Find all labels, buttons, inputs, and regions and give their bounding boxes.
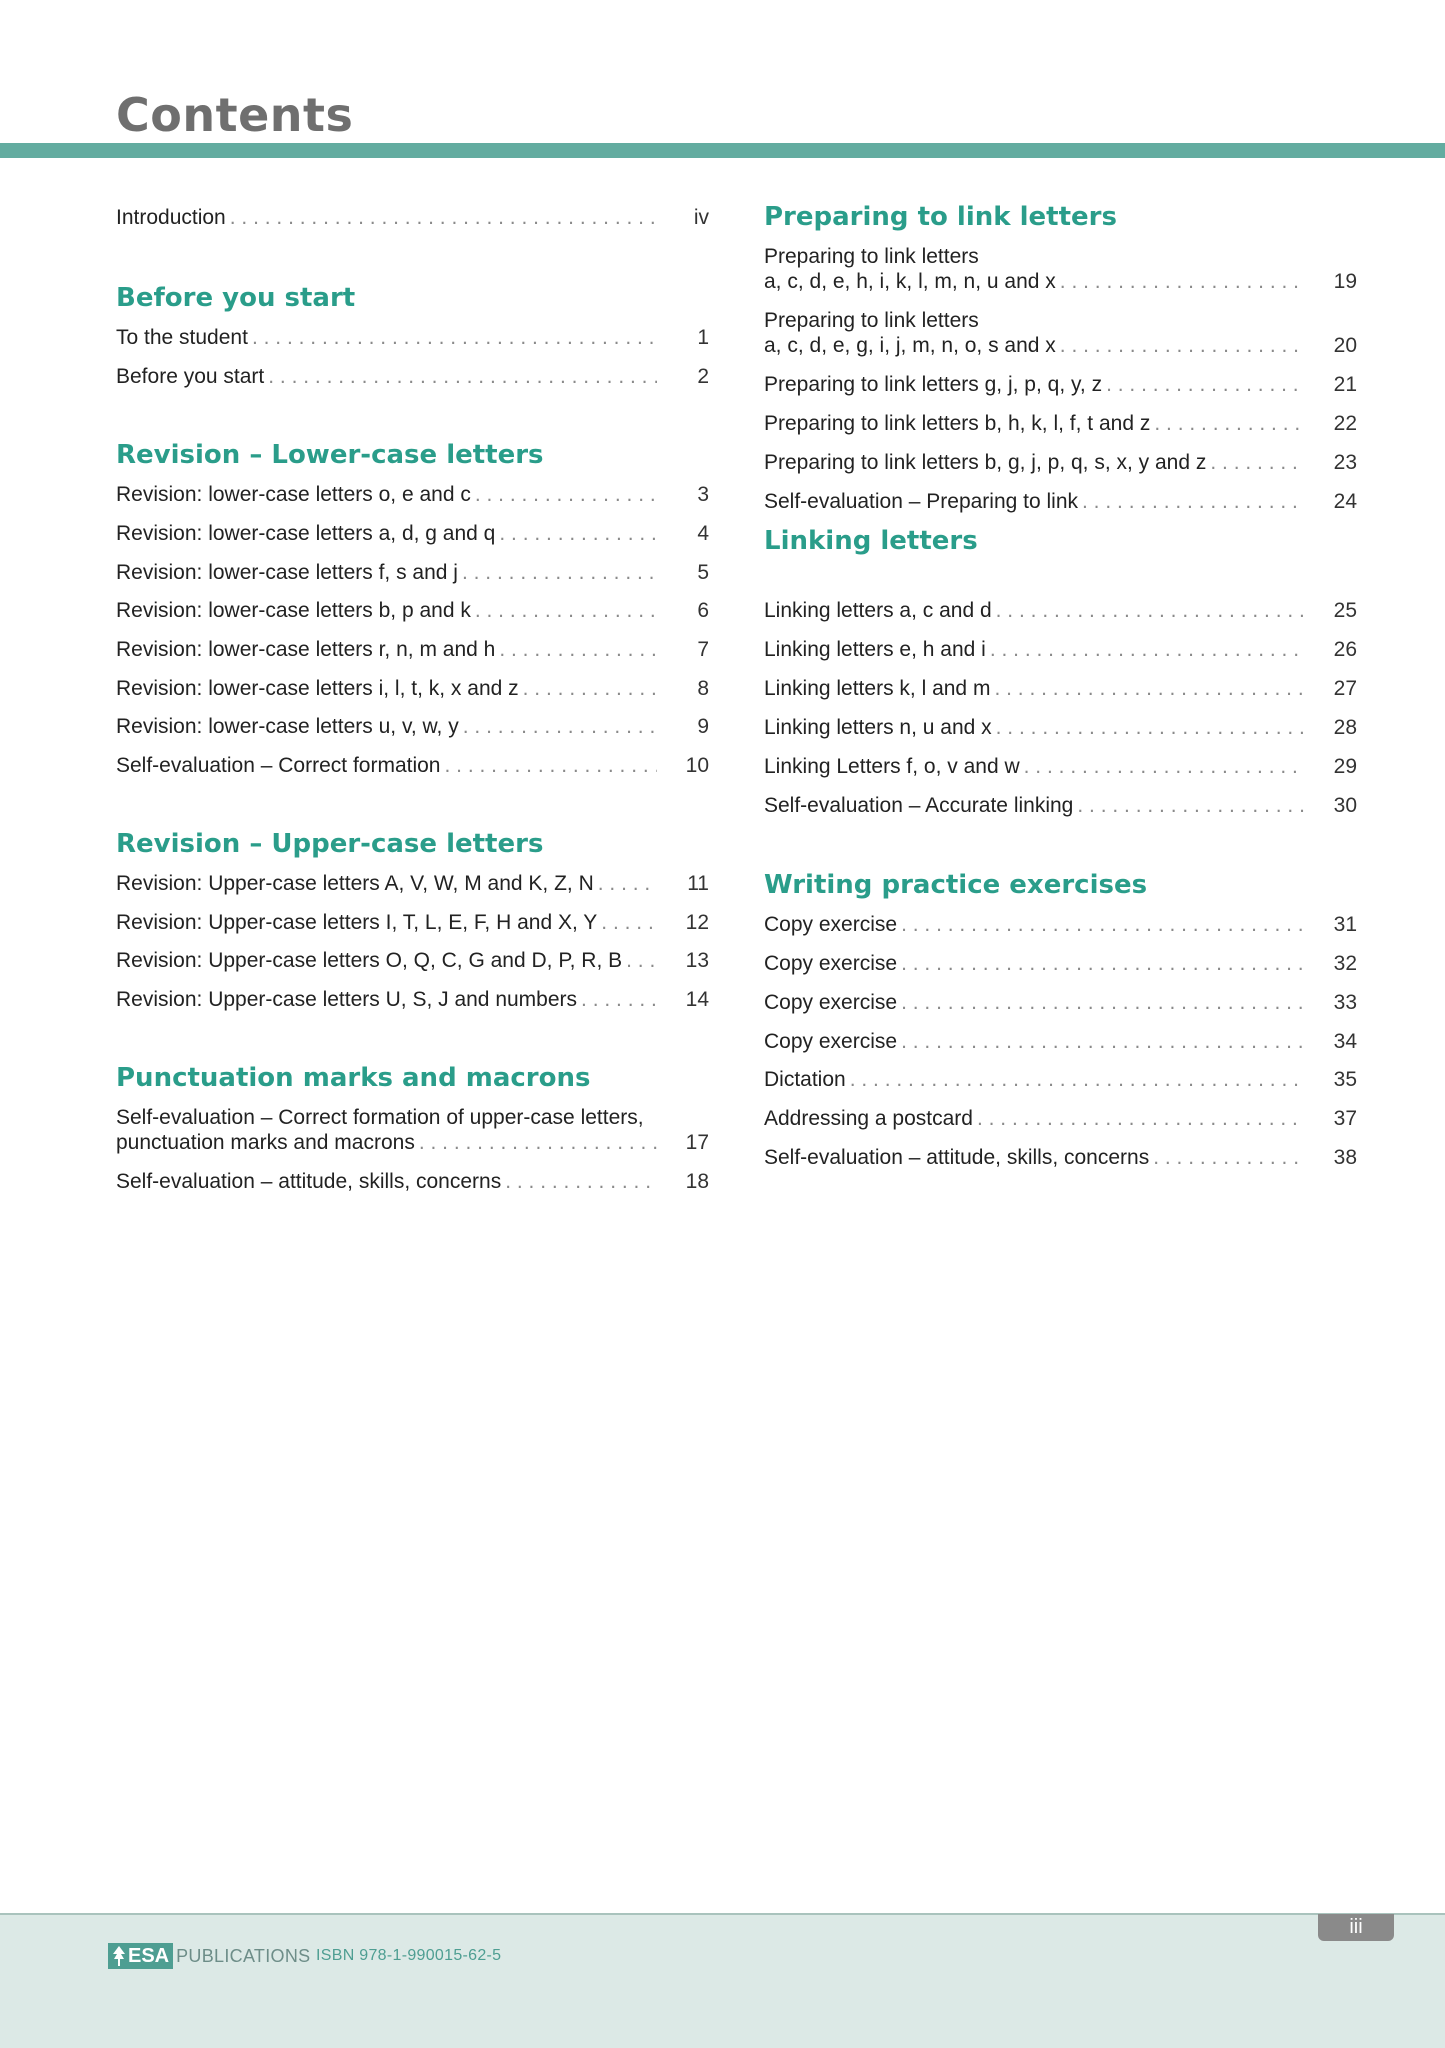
tree-icon [112,1946,126,1966]
toc-entry-page-number: 12 [685,911,709,934]
toc-entry-page-number: 22 [1333,412,1357,435]
section-heading: Revision – Lower-case letters [116,440,544,470]
toc-entry-page-number: 17 [685,1131,709,1154]
toc-entry[interactable] [764,489,1357,514]
toc-entry[interactable] [116,325,709,350]
section-heading: Linking letters [764,526,978,556]
toc-entry-title: a, c, d, e, h, i, k, l, m, n, u and x [764,270,1056,293]
toc-entry-title: Revision: lower-case letters a, d, g and q [116,522,496,545]
title-bar [0,143,1445,158]
toc-entry-page-number: 34 [1333,1030,1357,1053]
dot-leader [577,987,657,1012]
toc-entry[interactable] [764,1029,1357,1054]
section-heading: Writing practice exercises [764,870,1148,900]
toc-entry-page-number: 25 [1333,599,1357,622]
dot-leader [248,325,657,350]
toc-entry-page-number: 32 [1333,952,1357,975]
toc-entry-title: Self-evaluation – Preparing to link [764,490,1079,513]
dot-leader [1078,489,1305,514]
dot-leader [458,560,657,585]
dot-leader [1056,333,1305,358]
toc-entry-title: Revision: lower-case letters i, l, t, k, x and z [116,677,519,700]
toc-entry-title: To the student [116,326,248,349]
toc-entry-title: Linking letters a, c and d [764,599,992,622]
toc-entry-page-number: 30 [1333,794,1357,817]
toc-entry-page-number: 23 [1333,451,1357,474]
toc-entry-page-number: 31 [1333,913,1357,936]
toc-entry-title: Revision: lower-case letters o, e and c [116,483,471,506]
toc-entry-page-number: iv [693,206,709,229]
publisher-logo [108,1942,310,1970]
toc-entry[interactable] [764,676,1357,701]
toc-entry[interactable] [116,1105,709,1155]
dot-leader [264,364,657,389]
toc-entry[interactable] [764,637,1357,662]
toc-entry-page-number: 8 [697,677,709,700]
section-heading: Before you start [116,283,356,313]
toc-entry-title: Preparing to link letters g, j, p, q, y, z [764,373,1103,396]
toc-entry[interactable] [764,1106,1357,1131]
toc-entry-title: Linking letters e, h and i [764,638,986,661]
toc-entry-page-number: 9 [697,715,709,738]
toc-entry-page-number: 14 [685,988,709,1011]
section-heading: Preparing to link letters [764,202,1117,232]
toc-entry[interactable] [116,482,709,507]
dot-leader [992,598,1305,623]
toc-entry-page-number: 29 [1333,755,1357,778]
toc-entry-page-number: 24 [1333,490,1357,513]
toc-entry[interactable] [764,912,1357,937]
toc-entry-page-number: 28 [1333,716,1357,739]
toc-entry[interactable] [116,948,709,973]
toc-entry[interactable] [116,1169,709,1194]
toc-entry-title: Copy exercise [764,1030,898,1053]
toc-entry-title: Self-evaluation – Accurate linking [764,794,1074,817]
toc-entry-page-number: 2 [697,365,709,388]
toc-entry-title: Preparing to link letters b, g, j, p, q, s, x, y and z [764,451,1207,474]
toc-entry-page-number: 37 [1333,1107,1357,1130]
toc-entry[interactable] [764,715,1357,740]
toc-entry-title: punctuation marks and macrons [116,1131,415,1154]
logo-mark-text: ESA [128,1944,170,1967]
toc-entry[interactable] [116,871,709,896]
toc-entry[interactable] [116,521,709,546]
toc-entry-title-line: Preparing to link letters [764,245,979,268]
toc-entry-page-number: 4 [697,522,709,545]
dot-leader [459,714,657,739]
toc-entry-title: Revision: lower-case letters f, s and j [116,561,458,584]
toc-entry[interactable] [764,793,1357,818]
toc-entry-title: Addressing a postcard [764,1107,973,1130]
toc-entry-page-number: 19 [1333,270,1357,293]
page-title: Contents [116,88,354,142]
dot-leader [990,676,1305,701]
toc-entry-title: Revision: lower-case letters r, n, m and h [116,638,496,661]
toc-entry-page-number: 26 [1333,638,1357,661]
toc-entry-title: Copy exercise [764,991,898,1014]
dot-leader [1056,269,1305,294]
toc-entry-title: Revision: Upper-case letters I, T, L, E, F, H and X, Y [116,911,598,934]
toc-entry-title: Revision: Upper-case letters A, V, W, M and K, Z, N [116,872,594,895]
dot-leader [441,753,658,778]
toc-entry-title: Self-evaluation – attitude, skills, concerns [764,1146,1150,1169]
toc-entry-page-number: 1 [697,326,709,349]
dot-leader [992,715,1305,740]
toc-entry[interactable] [764,1067,1357,1092]
toc-entry[interactable] [116,714,709,739]
toc-entry-page-number: 6 [697,599,709,622]
section-heading: Punctuation marks and macrons [116,1063,591,1093]
dot-leader [226,205,657,230]
dot-leader [471,598,657,623]
toc-entry-page-number: 13 [685,949,709,972]
dot-leader [1150,411,1305,436]
toc-entry-title: Revision: Upper-case letters U, S, J and numbers [116,988,578,1011]
dot-leader [495,521,657,546]
toc-entry[interactable] [764,244,1357,294]
toc-entry[interactable] [764,1145,1357,1170]
toc-entry-title: Self-evaluation – Correct formation [116,754,441,777]
toc-entry-page-number: 10 [685,754,709,777]
dot-leader [1149,1145,1305,1170]
toc-entry[interactable] [764,951,1357,976]
toc-entry-title: a, c, d, e, g, i, j, m, n, o, s and x [764,334,1056,357]
toc-entry-title: Revision: lower-case letters b, p and k [116,599,471,622]
toc-entry[interactable] [116,987,709,1012]
toc-entry-page-number: 20 [1333,334,1357,357]
toc-entry-page-number: 33 [1333,991,1357,1014]
toc-entry-title: Before you start [116,365,265,388]
toc-entry-page-number: 11 [687,872,709,895]
toc-entry-page-number: 3 [697,483,709,506]
toc-entry-title: Copy exercise [764,952,898,975]
toc-entry-title-line: Self-evaluation – Correct formation of upper-case letters, [116,1106,644,1129]
toc-entry[interactable] [116,598,709,623]
toc-entry[interactable] [764,450,1357,475]
toc-entry-title: Self-evaluation – attitude, skills, concerns [116,1170,502,1193]
section-heading: Revision – Upper-case letters [116,829,544,859]
toc-entry-title-line: Preparing to link letters [764,309,979,332]
toc-entry[interactable] [764,372,1357,397]
toc-entry-page-number: 5 [697,561,709,584]
dot-leader [897,912,1305,937]
dot-leader [846,1067,1305,1092]
logo-wordmark: PUBLICATIONS [176,1945,311,1966]
dot-leader [973,1106,1305,1131]
dot-leader [597,910,657,935]
toc-entry[interactable] [764,308,1357,358]
toc-entry[interactable] [116,676,709,701]
dot-leader [986,637,1305,662]
toc-entry-page-number: 38 [1333,1146,1357,1169]
toc-entry-title: Copy exercise [764,913,898,936]
toc-entry[interactable] [116,364,709,389]
dot-leader [897,1029,1305,1054]
toc-entry[interactable] [764,411,1357,436]
dot-leader [1206,450,1305,475]
toc-entry-page-number: 18 [685,1170,709,1193]
toc-entry-title: Dictation [764,1068,846,1091]
dot-leader [897,951,1305,976]
dot-leader [1073,793,1305,818]
dot-leader [897,990,1305,1015]
toc-entry[interactable] [764,754,1357,779]
dot-leader [519,676,657,701]
dot-leader [622,948,657,973]
toc-entry-title: Preparing to link letters b, h, k, l, f, t and z [764,412,1151,435]
dot-leader [471,482,657,507]
toc-entry[interactable] [116,205,709,230]
logo-mark [108,1943,173,1969]
dot-leader [1102,372,1305,397]
toc-entry[interactable] [116,910,709,935]
dot-leader [501,1169,657,1194]
toc-entry-title: Linking letters k, l and m [764,677,991,700]
toc-entry-title: Linking Letters f, o, v and w [764,755,1020,778]
toc-entry-page-number: 27 [1333,677,1357,700]
isbn: ISBN 978-1-990015-62-5 [316,1947,502,1964]
dot-leader [415,1130,657,1155]
toc-entry[interactable] [764,598,1357,623]
toc-entry-title: Linking letters n, u and x [764,716,992,739]
toc-entry-page-number: 35 [1333,1068,1357,1091]
dot-leader [495,637,657,662]
toc-entry[interactable] [116,753,709,778]
dot-leader [594,871,657,896]
toc-entry-page-number: 21 [1333,373,1357,396]
toc-entry[interactable] [116,637,709,662]
toc-entry-page-number: 7 [697,638,709,661]
toc-entry-title: Introduction [116,206,226,229]
dot-leader [1020,754,1305,779]
page-number: iii [1318,1914,1394,1941]
toc-entry-title: Revision: lower-case letters u, v, w, y [116,715,459,738]
toc-entry-title: Revision: Upper-case letters O, Q, C, G and D, P, R, B [116,949,623,972]
toc-entry[interactable] [764,990,1357,1015]
toc-entry[interactable] [116,560,709,585]
footer [0,1913,1445,2048]
